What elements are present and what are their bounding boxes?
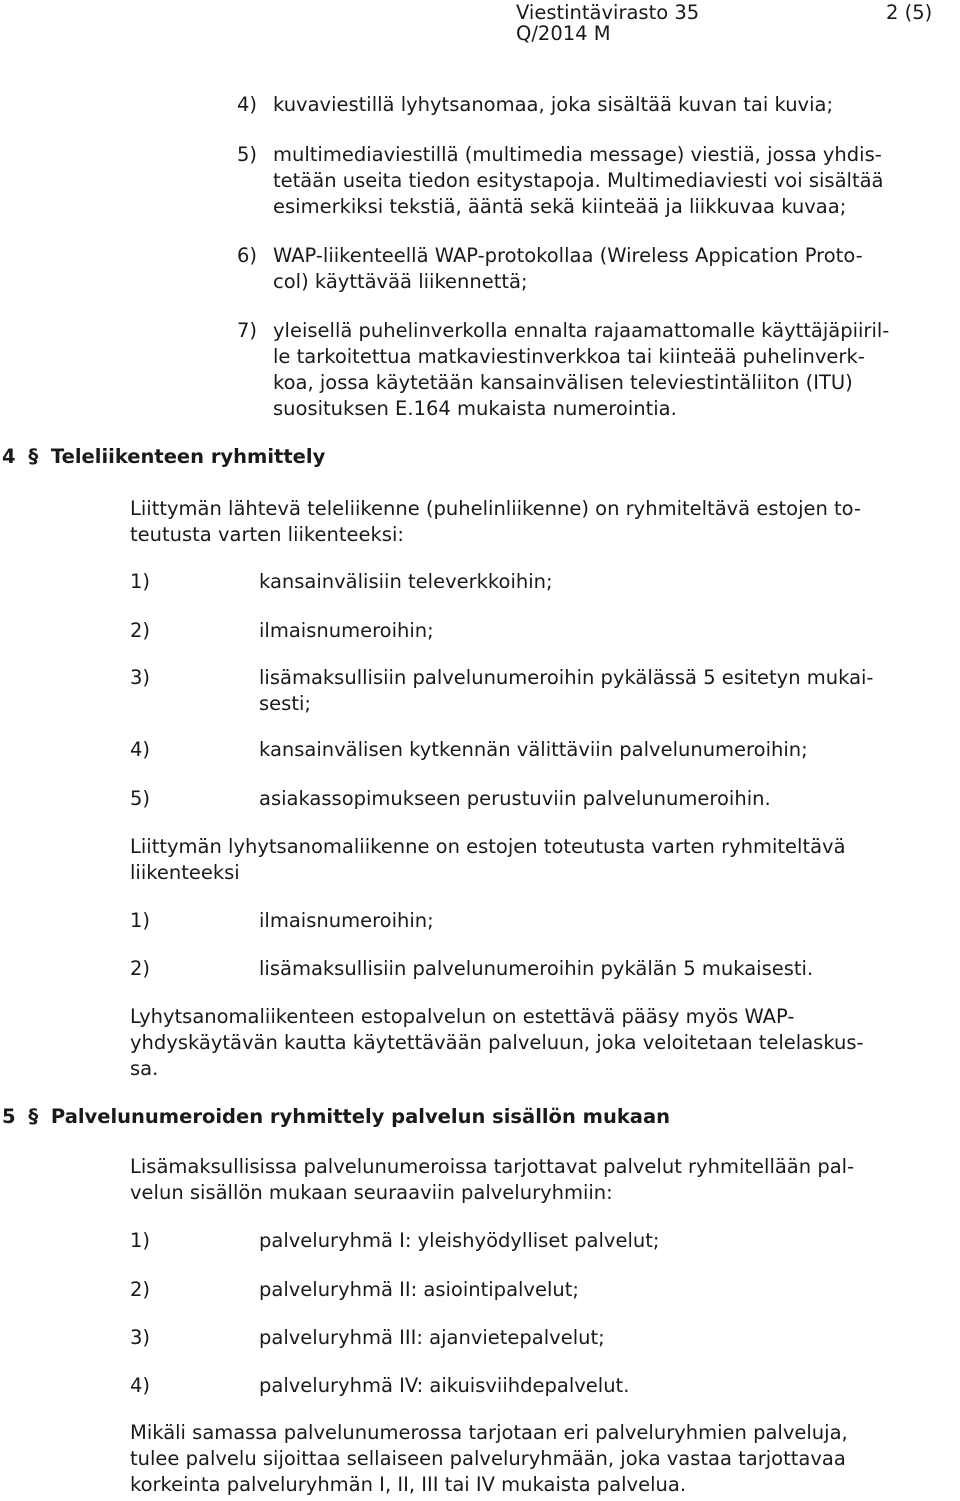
list-number: 2)	[130, 1278, 151, 1301]
paragraph: Liittymän lähtevä teleliikenne (puhelinliikenne) on ryhmiteltävä estojen to- teutusta varten liikenteeksi:	[130, 497, 862, 546]
list-number: 4)	[237, 93, 258, 116]
list-text: palveluryhmä III: ajanvietepalvelut;	[259, 1326, 605, 1349]
list-number: 1)	[130, 909, 151, 932]
list-number: 3)	[130, 666, 151, 689]
list-number: 2)	[130, 957, 151, 980]
list-text: multimediaviestillä (multimedia message) viestiä, jossa yhdis- tetään useita tiedon esitystapoja. Multimediaviesti voi sisältää esimerkiksi tekstiä, ääntä sekä kiinteää ja liikkuvaa kuvaa;	[273, 143, 884, 218]
list-number: 1)	[130, 1229, 151, 1252]
section-title: Teleliikenteen ryhmittely	[50, 445, 326, 468]
section-title: Palvelunumeroiden ryhmittely palvelun sisällön mukaan	[50, 1105, 670, 1128]
list-number: 6)	[237, 244, 258, 267]
section-number: 4	[2, 445, 16, 468]
list-number: 5)	[130, 787, 151, 810]
list-text: kuvaviestillä lyhytsanomaa, joka sisältää kuvan tai kuvia;	[273, 93, 834, 116]
header-page-number: 2 (5)	[886, 1, 933, 24]
list-text: ilmaisnumeroihin;	[259, 619, 434, 642]
header-org: Viestintävirasto 35	[516, 1, 700, 24]
list-text: asiakassopimukseen perustuviin palvelunumeroihin.	[259, 787, 771, 810]
list-number: 1)	[130, 570, 151, 593]
paragraph: Liittymän lyhytsanomaliikenne on estojen toteutusta varten ryhmiteltävä liikenteeksi	[130, 835, 846, 884]
header-doc-id: Q/2014 M	[516, 22, 611, 45]
list-number: 4)	[130, 1374, 151, 1397]
list-text: kansainvälisen kytkennän välittäviin palvelunumeroihin;	[259, 738, 808, 761]
list-text: palveluryhmä IV: aikuisviihdepalvelut.	[259, 1374, 630, 1397]
section-heading	[2, 1104, 670, 1130]
paragraph: Mikäli samassa palvelunumerossa tarjotaan eri palveluryhmien palveluja, tulee palvelu sijoittaa sellaiseen palveluryhmään, joka vastaa tarjottavaa korkeinta palveluryhmän I, II, III tai IV mukaista palvelua.	[130, 1421, 848, 1496]
paragraph: Lisämaksullisissa palvelunumeroissa tarjottavat palvelut ryhmitellään pal- velun sisällön mukaan seuraaviin palveluryhmiin:	[130, 1155, 855, 1204]
list-text: lisämaksullisiin palvelunumeroihin pykälässä 5 esitetyn mukai- sesti;	[259, 666, 874, 715]
list-number: 2)	[130, 619, 151, 642]
list-text: palveluryhmä II: asiointipalvelut;	[259, 1278, 579, 1301]
paragraph: Lyhytsanomaliikenteen estopalvelun on estettävä pääsy myös WAP- yhdyskäytävän kautta käytettävään palveluun, joka veloitetaan telelaskus- sa.	[130, 1005, 864, 1080]
list-text: kansainvälisiin televerkkoihin;	[259, 570, 553, 593]
list-number: 3)	[130, 1326, 151, 1349]
list-number: 5)	[237, 143, 258, 166]
section-number: 5	[2, 1105, 16, 1128]
list-number: 7)	[237, 319, 258, 342]
list-text: palveluryhmä I: yleishyödylliset palvelut;	[259, 1229, 660, 1252]
list-number: 4)	[130, 738, 151, 761]
list-text: WAP-liikenteellä WAP-protokollaa (Wireless Appication Proto- col) käyttävää liikennettä;	[273, 244, 863, 293]
section-symbol: §	[28, 1105, 39, 1128]
section-heading	[2, 444, 325, 470]
list-text: ilmaisnumeroihin;	[259, 909, 434, 932]
list-text: yleisellä puhelinverkolla ennalta rajaamattomalle käyttäjäpiiril- le tarkoitettua matkaviestinverkkoa tai kiinteää puhelinverk- koa, jossa käytetään kansainvälisen televiestintäliiton (ITU) suosituksen E.164 mukaista numerointia.	[273, 319, 890, 420]
section-symbol: §	[28, 445, 39, 468]
list-text: lisämaksullisiin palvelunumeroihin pykälän 5 mukaisesti.	[259, 957, 814, 980]
